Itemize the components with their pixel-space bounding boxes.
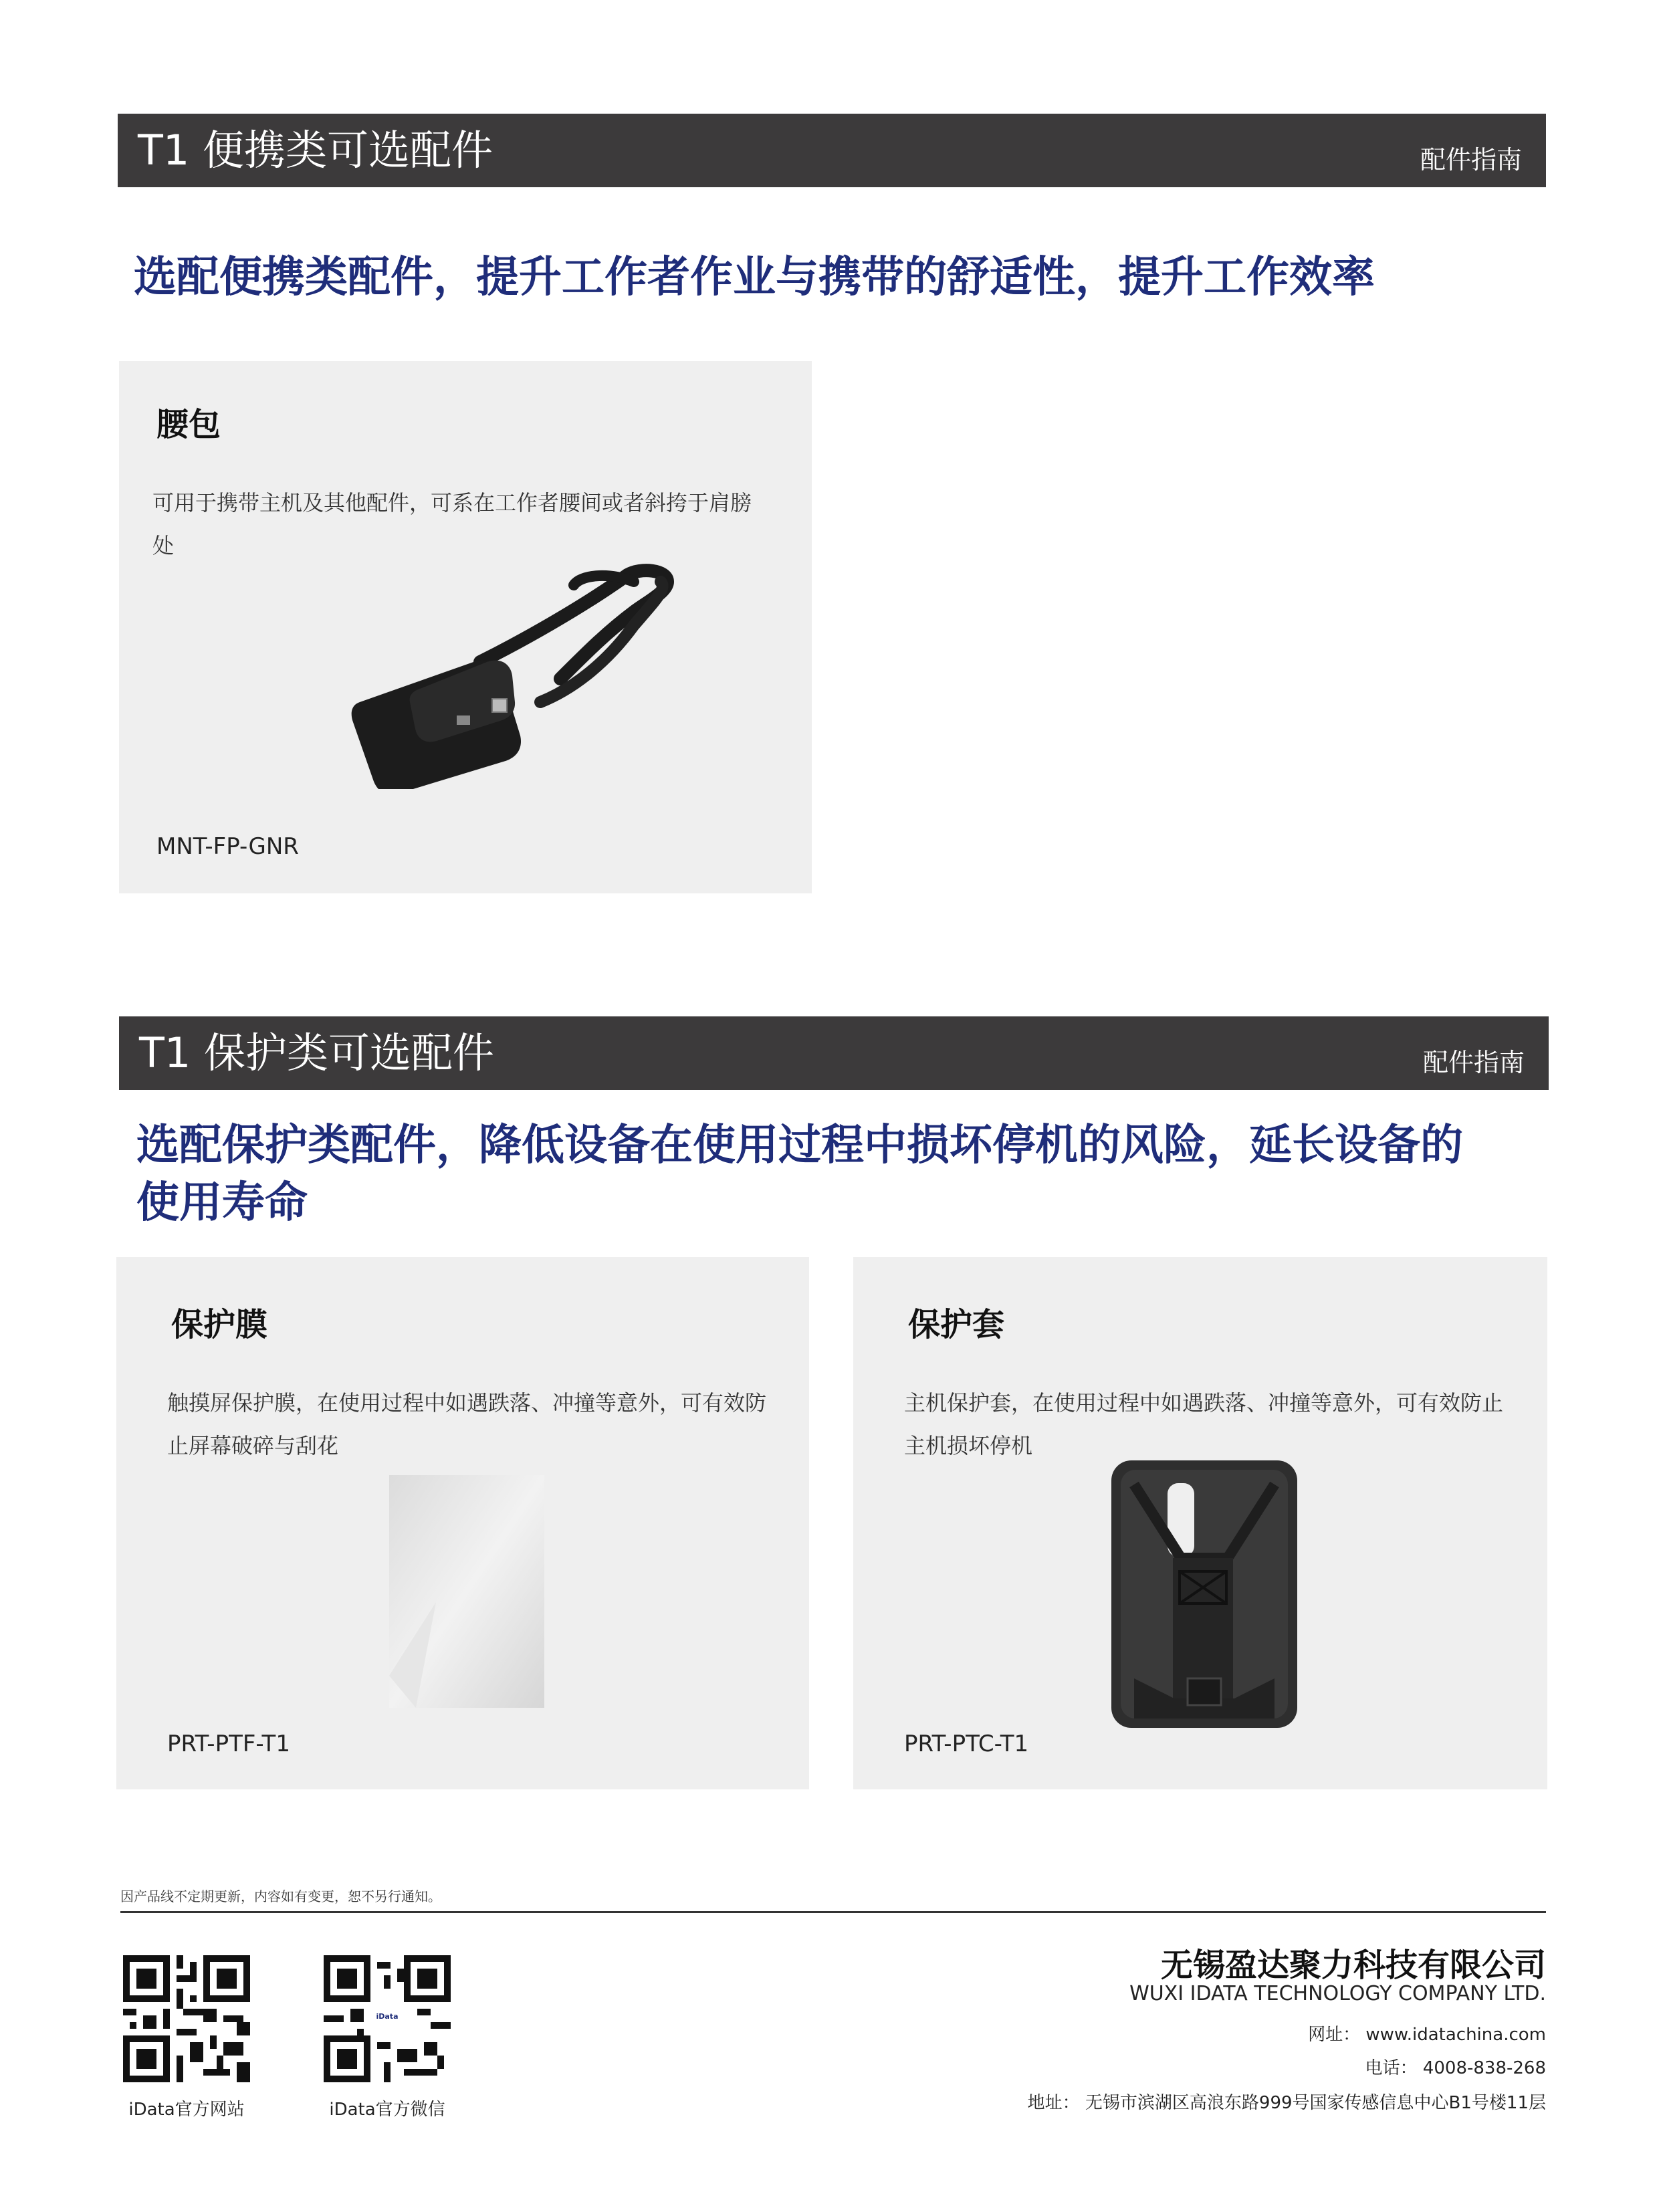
card-title: 保护膜 — [171, 1306, 268, 1343]
section-header-bar — [119, 1016, 1549, 1090]
accessory-card-screen-protector — [116, 1257, 809, 1789]
product-code: MNT-FP-GNR — [156, 833, 299, 860]
product-code: PRT-PTF-T1 — [167, 1731, 290, 1757]
section-headline: 选配便携类配件，提升工作者作业与携带的舒适性，提升工作效率 — [134, 253, 1375, 302]
qr-code-icon — [123, 1955, 250, 2082]
protective-case-image — [1107, 1458, 1301, 1732]
phone-info: 电话： 4008-838-268 — [1365, 2058, 1546, 2078]
section-tag: 配件指南 — [1422, 1048, 1525, 1077]
section-title: T1 便携类可选配件 — [138, 126, 493, 175]
company-name-en: WUXI IDATA TECHNOLOGY COMPANY LTD. — [1129, 1982, 1546, 2005]
qr-center-logo: iData — [376, 2012, 399, 2021]
qr-website-label: iData官方网站 — [128, 2100, 245, 2120]
card-title: 保护套 — [908, 1306, 1005, 1343]
section-tag: 配件指南 — [1420, 145, 1522, 175]
waist-bag-image — [320, 562, 761, 789]
address-info: 地址： 无锡市滨湖区高浪东路999号国家传感信息中心B1号楼11层 — [1027, 2093, 1546, 2113]
accessory-card-protective-case — [853, 1257, 1547, 1789]
card-description: 触摸屏保护膜，在使用过程中如遇跌落、冲撞等意外，可有效防止屏幕破碎与刮花 — [167, 1390, 767, 1458]
section-headline-line1: 选配保护类配件，降低设备在使用过程中损坏停机的风险，延长设备的 — [136, 1121, 1463, 1170]
accessory-card-waist-bag — [119, 361, 812, 893]
website-info: 网址： www.idatachina.com — [1308, 2025, 1546, 2045]
wechat-qr-code[interactable] — [324, 1955, 451, 2082]
card-description: 可用于携带主机及其他配件，可系在工作者腰间或者斜挎于肩膀处 — [152, 490, 752, 558]
disclaimer-notice: 因产品线不定期更新，内容如有变更，恕不另行通知。 — [120, 1888, 441, 1904]
footer-divider — [120, 1911, 1546, 1913]
screen-protector-image — [389, 1475, 544, 1708]
section-header-bar — [118, 114, 1546, 187]
section-headline-line2: 使用寿命 — [136, 1178, 308, 1228]
card-description: 主机保护套，在使用过程中如遇跌落、冲撞等意外，可有效防止主机损坏停机 — [904, 1390, 1504, 1458]
website-qr-code[interactable] — [123, 1955, 250, 2082]
qr-wechat-label: iData官方微信 — [329, 2100, 445, 2120]
product-code: PRT-PTC-T1 — [904, 1731, 1029, 1757]
company-name-cn: 无锡盈达聚力科技有限公司 — [1160, 1947, 1546, 1984]
card-title: 腰包 — [156, 406, 221, 443]
section-title: T1 保护类可选配件 — [139, 1028, 495, 1077]
